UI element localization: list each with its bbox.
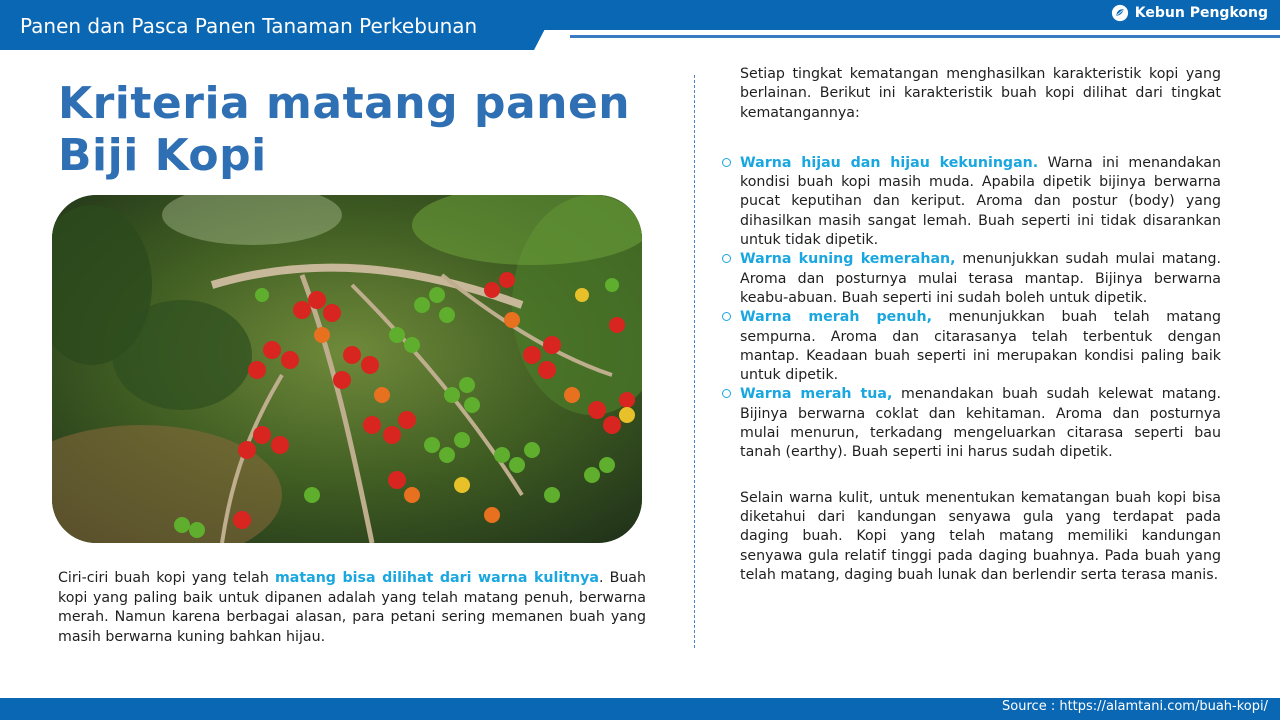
source-link[interactable]: Source : https://alamtani.com/buah-kopi/ bbox=[1002, 699, 1268, 714]
bullet-circle-icon bbox=[722, 158, 731, 167]
intro-text-after: . Buah kopi yang paling baik untuk dipanen adalah yang telah matang penuh, berwarna merah. Namun karena berbagai alasan, para petani sering memanen buah yang masih berwarna kuning bahkan hijau. bbox=[58, 570, 646, 645]
brand-name: Kebun Pengkong bbox=[1134, 5, 1268, 21]
bullet-circle-icon bbox=[722, 389, 731, 398]
criteria-term: Warna merah penuh, bbox=[740, 309, 932, 326]
ripeness-intro: Setiap tingkat kematangan menghasilkan karakteristik kopi yang berlainan. Berikut ini karakteristik buah kopi dilihat dari tingkat kematangannya: bbox=[740, 66, 1221, 121]
intro-highlight: matang bisa dilihat dari warna kulitnya bbox=[274, 570, 599, 586]
criteria-term: Warna kuning kemerahan, bbox=[740, 251, 956, 268]
header-accent-line bbox=[570, 35, 1280, 38]
bullet-circle-icon bbox=[722, 254, 731, 263]
list-item bbox=[740, 308, 1221, 385]
criteria-description: Warna ini menandakan kondisi buah kopi masih muda. Apabila dipetik bijinya berwarna pucat keputihan dan keriput. Aroma dan postur (body) yang dihasilkan masih sangat lemah. Buah seperti ini tidak disarankan untuk tidak dipetik. bbox=[740, 154, 1221, 249]
list-item bbox=[740, 385, 1221, 462]
bullet-circle-icon bbox=[722, 312, 731, 321]
criteria-term: Warna hijau dan hijau kekuningan. bbox=[740, 154, 1039, 171]
brand-logo-icon bbox=[1111, 4, 1129, 22]
header-title-tab bbox=[0, 0, 560, 50]
page-title-line-2: Biji Kopi bbox=[58, 130, 267, 181]
ripeness-criteria-list bbox=[740, 154, 1221, 463]
page-title-line-1: Kriteria matang panen bbox=[58, 78, 631, 129]
criteria-description: menunjukkan buah telah matang sempurna. Aroma dan citarasanya telah terbentuk dengan mantap. Keadaan buah seperti ini merupakan kondisi paling baik untuk dipetik. bbox=[740, 309, 1221, 384]
list-item bbox=[740, 154, 1221, 250]
criteria-term: Warna merah tua, bbox=[740, 386, 893, 403]
header-title: Panen dan Pasca Panen Tanaman Perkebunan bbox=[20, 14, 478, 38]
list-item bbox=[740, 250, 1221, 308]
right-column bbox=[740, 65, 1221, 585]
column-divider bbox=[694, 75, 695, 648]
brand bbox=[1111, 4, 1268, 22]
criteria-description: menunjukkan sudah mulai matang. Aroma dan posturnya mulai terasa mantap. Bijinya berwarna keabu-abuan. Buah seperti ini sudah boleh untuk dipetik. bbox=[740, 251, 1222, 306]
coffee-cherries-photo bbox=[52, 195, 642, 543]
sugar-content-paragraph: Selain warna kulit, untuk menentukan kematangan buah kopi bisa diketahui dari kandungan senyawa gula yang terdapat pada daging buah. Kopi yang telah matang memiliki kandungan senyawa gula relatif tinggi pada daging buahnya. Pada buah yang telah matang, daging buah lunak dan berlendir serta terasa manis. bbox=[740, 489, 1221, 583]
criteria-description: menandakan buah sudah kelewat matang. Bijinya berwarna coklat dan kehitaman. Aroma dan posturnya mulai menurun, terkadang mengeluarkan citarasa seperti bau tanah (earthy). Buah seperti ini harus sudah dipetik. bbox=[740, 386, 1221, 461]
intro-text-before: Ciri-ciri buah kopi yang telah bbox=[58, 570, 275, 586]
footer-bar bbox=[0, 698, 1280, 720]
page-title bbox=[58, 78, 678, 182]
intro-paragraph bbox=[58, 569, 646, 647]
